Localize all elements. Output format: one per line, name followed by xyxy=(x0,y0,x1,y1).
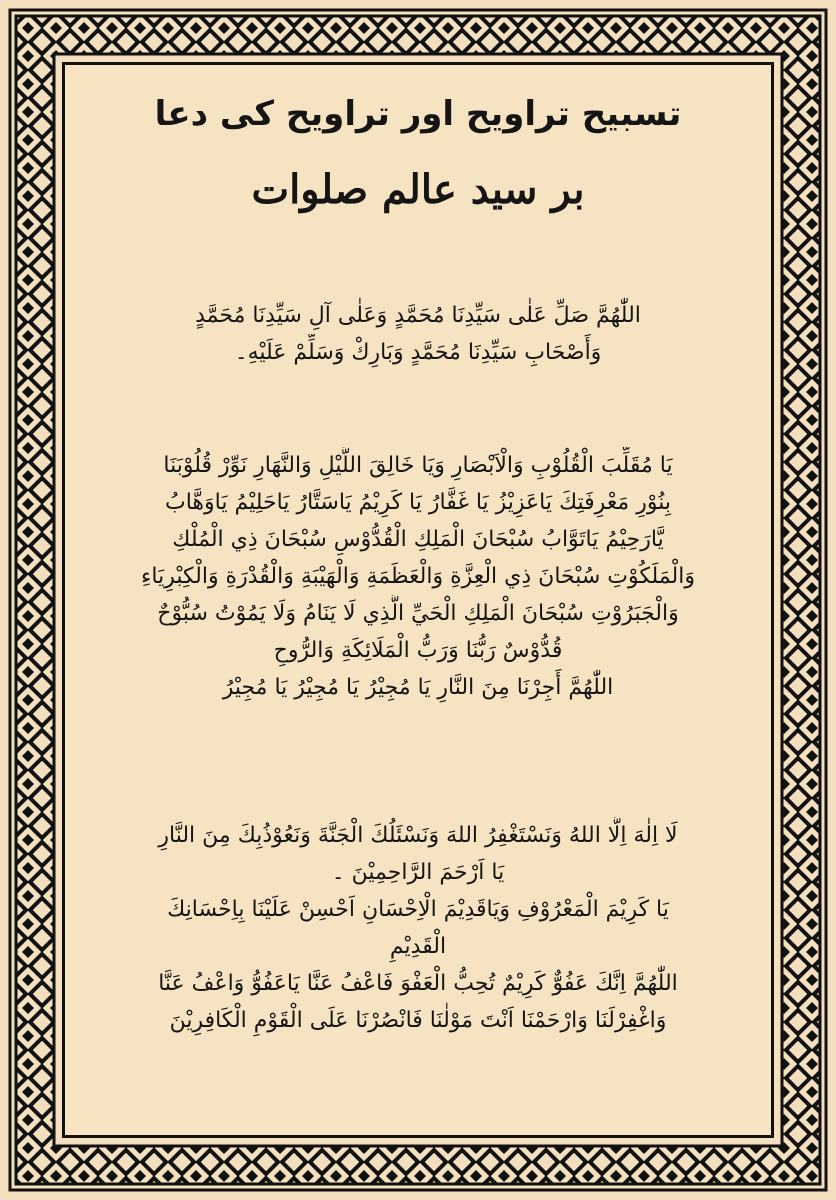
text-line: يَّارَحِيْمُ يَاتَوَّابُ سُبْحَانَ الْمَلِكِ الْقُدُّوْسِ سُبْحَانَ ذِي الْمُلْكِ xyxy=(172,527,664,552)
text-line: وَاغْفِرْلَنَا وَارْحَمْنَا اَنْتَ مَوْلٰنَا فَانْصُرْنَا عَلَى الْقَوْمِ الْكَافِرِيْنَ xyxy=(169,1008,667,1033)
text-line: يَا مُقَلِّبَ الْقُلُوْبِ وَالْاَبْصَارِ وَيَا خَالِقَ اللَّيْلِ وَالنَّهَارِ نَوِّرْ قُلُوْبَنَا xyxy=(163,453,673,478)
text-line: وَالْمَلَكُوْتِ سُبْحَانَ ذِي الْعِزَّةِ وَالْعَظَمَةِ وَالْهَيْبَةِ وَالْقُدْرَةِ وَالْكِبْرِيَاءِ xyxy=(141,564,695,589)
dua-section xyxy=(82,817,754,1039)
text-line: اللّٰهُمَّ صَلِّ عَلٰى سَيِّدِنَا مُحَمَّدٍ وَعَلٰى آلِ سَيِّدِنَا مُحَمَّدٍ xyxy=(195,303,641,328)
page-subtitle: بر سید عالم صلوات xyxy=(251,166,585,213)
page-title: تسبیح تراویح اور تراویح کی دعا xyxy=(154,94,682,134)
text-line: لَا اِلٰهَ اِلَّا اللهُ وَنَسْتَغْفِرُ اللهَ وَنَسْئَلُكَ الْجَنَّةَ وَنَعُوْذُبِكَ مِنَ النَّارِ xyxy=(158,823,678,848)
text-line: اللّٰهُمَّ اِنَّكَ عَفُوٌّ كَرِيْمٌ تُحِبُّ الْعَفْوَ فَاعْفُ عَنَّا يَاعَفُوُّ وَاعْفُ عَنَّا xyxy=(158,971,678,996)
durood-section xyxy=(82,297,754,371)
text-line: اللّٰهُمَّ أَجِرْنَا مِنَ النَّارِ يَا مُجِيْرُ يَا مُجِيْرُ يَا مُجِيْرُ xyxy=(222,675,614,700)
tasbeeh-section xyxy=(82,447,754,706)
text-line: يَا كَرِيْمَ الْمَعْرُوْفِ وَيَاقَدِيْمَ الْاِحْسَانِ اَحْسِنْ عَلَيْنَا بِاِحْسَانِكَ xyxy=(167,897,669,922)
text-line: وَأَصْحَابِ سَيِّدِنَا مُحَمَّدٍ وَبَارِكْ وَسَلِّمْ عَلَيْهِ۔ xyxy=(234,340,602,365)
text-line: الْقَدِيْمِ xyxy=(389,934,447,959)
text-line: وَالْجَبَرُوْتِ سُبْحَانَ الْمَلِكِ الْحَيِّ الَّذِي لَا يَنَامُ وَلَا يَمُوْتُ سُبُّوْحٌ xyxy=(157,601,679,626)
document-body xyxy=(82,82,754,1118)
text-line: بِنُوْرِ مَعْرِفَتِكَ يَاعَزِيْزُ يَا غَفَّارُ يَا كَرِيْمُ يَاسَتَّارُ يَاحَلِيْمُ يَاوَهَّابُ xyxy=(165,490,671,515)
text-line: قُدُّوْسٌ رَبُّنَا وَرَبُّ الْمَلَائِكَةِ وَالرُّوحِ xyxy=(273,638,563,663)
text-line: يَا اَرْحَمَ الرَّاحِمِيْنَ ۔ xyxy=(331,860,505,885)
